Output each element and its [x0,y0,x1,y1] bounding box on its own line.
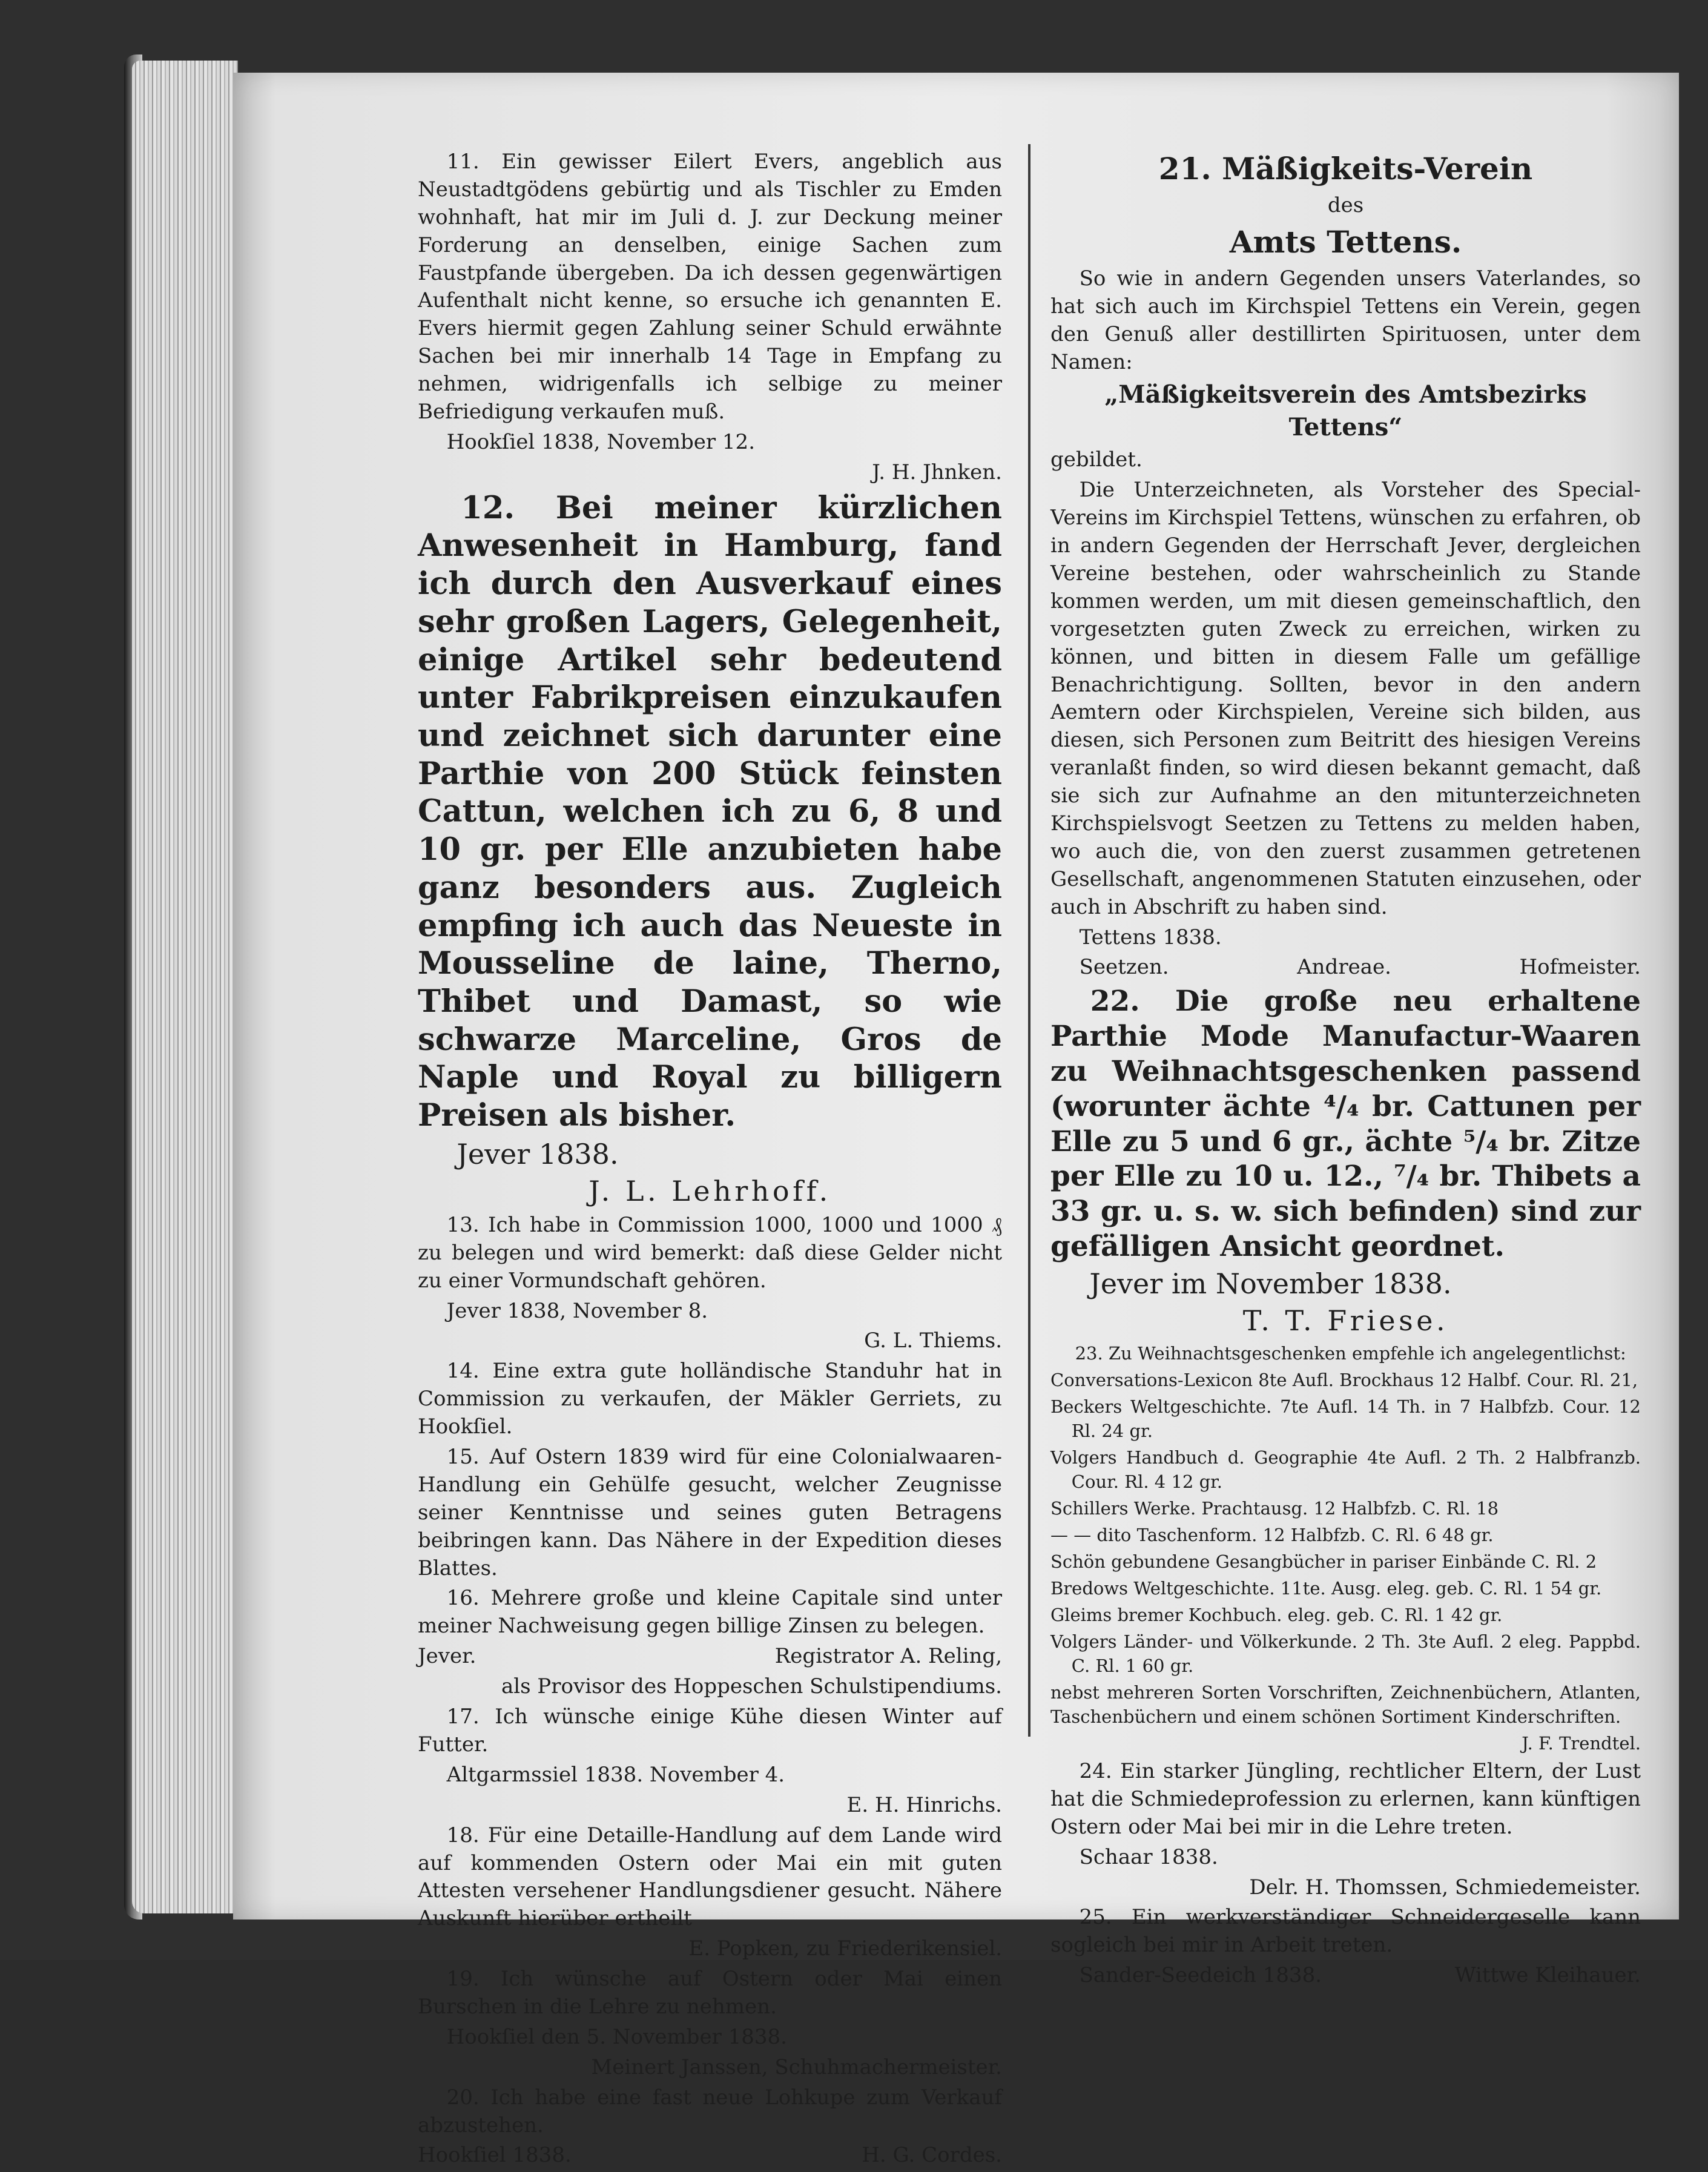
advert-16-place: Jever. [418,1644,476,1669]
advert-23 [1050,1341,1641,1755]
book-list-item: Volgers Handbuch d. Geographie 4te Aufl. 2 Th. 2 Halbfranzb. Cour. Rl. 4 12 gr. [1050,1447,1641,1492]
advert-21-intro: So wie in andern Gegenden unsers Vaterlandes, so hat sich auch im Kirchspiel Tettens ein Verein, gegen den Genuß aller destillirten Spirituosen, unter dem Namen: [1050,266,1641,374]
advert-19 [418,1966,1002,2082]
book-list-item: Schillers Werke. Prachtausg. 12 Halbfzb. C. Rl. 18 [1050,1497,1499,1519]
book-page-edges [132,61,238,1913]
advert-18-signature: E. Popken, zu Friederikensiel. [688,1936,1002,1961]
advert-23-intro: 23. Zu Weihnachtsgeschenken empfehle ich angelegentlichst: [1075,1342,1626,1364]
advert-12-place: Jever 1838. [457,1137,619,1170]
book-list-item: Conversations-Lexicon 8te Aufl. Brockhaus 12 Halbf. Cour. Rl. 21, [1050,1369,1638,1390]
book-list-item: Bredows Weltgeschichte. 11te. Ausg. eleg. geb. C. Rl. 1 54 gr. [1050,1577,1602,1599]
advert-21-society-name: „Mäßigkeitsverein des Amtsbezirks Tettens“ [1104,380,1587,442]
advert-21-signature-1: Seetzen. [1079,955,1169,980]
advert-19-place: Hookſiel den 5. November 1838. [446,2024,787,2049]
advert-20-signature: H. G. Cordes. [862,2143,1002,2168]
advert-25-place: Sander-Seedeich 1838. [1079,1963,1322,1988]
advert-13-text: 13. Ich habe in Commission 1000, 1000 und 1000 ₰ zu belegen und wird bemerkt: daß diese Gelder nicht zu einer Vormundschaft gehören. [418,1212,1002,1293]
advert-12 [418,489,1002,1209]
advert-18-text: 18. Für eine Detaille-Handlung auf dem Lande wird auf kommenden Ostern oder Mai ein mit guten Attesten versehener Handlungsdiener gesucht. Nähere Auskunft hierüber ertheilt [418,1823,1002,1931]
book-list-item: Volgers Länder- und Völkerkunde. 2 Th. 3te Aufl. 2 eleg. Pappbd. C. Rl. 1 60 gr. [1050,1631,1641,1676]
advert-12-signature: J. L. Lehrhoff. [589,1175,831,1208]
advert-18 [418,1822,1002,1963]
advert-21-signatures [1050,954,1641,982]
advert-11-place: Hookſiel 1838, November 12. [446,429,755,454]
advert-21-des: des [1327,193,1364,217]
advert-17-signature: E. H. Hinrichs. [846,1792,1002,1817]
advert-12-text: 12. Bei meiner kürzlichen Anwesenheit in Hamburg, fand ich durch den Ausverkauf eines sehr großen Lagers, Gelegenheit, einige Artikel sehr bedeutend unter Fabrikpreisen einzukaufen und zeichnet sich darunter eine Parthie von 200 Stück feinsten Cattun, welchen ich zu 6, 8 und 10 gr. per Elle anzubieten habe ganz besonders aus. Zugleich empfing ich auch das Neueste in Mousseline de laine, Therno, Thibet und Damast, so wie schwarze Marceline, Gros de Naple und Royal zu billigern Preisen als bisher. [418,489,1002,1134]
advert-11 [418,148,1002,487]
advert-16-text: 16. Mehrere große und kleine Capitale sind unter meiner Nachweisung gegen billige Zinsen zu belegen. [418,1586,1002,1639]
advert-16-signature: Registrator A. Reling, [774,1644,1002,1669]
advert-17-place: Altgarmssiel 1838. November 4. [446,1762,785,1787]
book-list-item: Beckers Weltgeschichte. 7te Aufl. 14 Th. in 7 Halbfzb. Cour. 12 Rl. 24 gr. [1050,1396,1641,1441]
book-list-item: Gleims bremer Kochbuch. eleg. geb. C. Rl. 1 42 gr. [1050,1604,1503,1625]
advert-25-signature: Wittwe Kleihauer. [1454,1963,1641,1988]
advert-20-footer [418,2142,1002,2170]
advert-23-tail: nebst mehreren Sorten Vorschriften, Zeichnenbüchern, Atlanten, Taschenbüchern und einem schönen Sortiment Kinderschriften. [1050,1682,1641,1727]
advert-22-text: 22. Die große neu erhaltene Parthie Mode Manufactur-Waaren zu Weihnachtsgeschenken passend (worunter ächte ⁴/₄ br. Cattunen per Elle zu 5 und 6 gr., ächte ⁵/₄ br. Zitze per Elle zu 10 u. 12., ⁷/₄ br. Thibets a 33 gr. u. s. w. sich befinden) sind zur gefälligen Ansicht geordnet. [1050,985,1641,1263]
advert-21-body: Die Unterzeichneten, als Vorsteher des Special-Vereins im Kirchspiel Tettens, wünschen zu erfahren, ob in andern Gegenden der Herrschaft Jever, dergleichen Vereine bestehen, oder wahrscheinlich zu Stande kommen werden, um mit diesen gemeinschaftlich, den vorgesetzten guten Zweck zu erreichen, wirken zu können, und bitten in diesem Falle um gefällige Benachrichtigung. Sollten, bevor in den andern Aemtern oder Kirchspielen, Vereine sich bilden, aus diesen, sich Personen zum Beitritt des hiesigen Vereins veranlaßt finden, so wird diesen bekannt gemacht, daß sie sich zur Aufnahme an den mitunterzeichneten Kirchspielsvogt Seetzen zu Tettens zu melden haben, wo auch die, von den zuerst zusammen getretenen Gesellschaft, angenommenen Statuten einzusehen, oder auch in Abschrift zu haben sind. [1050,478,1641,919]
advert-16 [418,1585,1002,1701]
advert-14-text: 14. Eine extra gute holländische Standuhr hat in Commission zu verkaufen, der Mäkler Gerriets, zu Hookſiel. [418,1359,1002,1439]
advert-21-signature-2: Andreae. [1297,955,1391,980]
advert-14 [418,1358,1002,1441]
advert-13 [418,1212,1002,1355]
book-list-item: Schön gebundene Gesangbücher in pariser Einbände C. Rl. 2 [1050,1551,1597,1572]
left-column [418,148,1002,2172]
advert-13-place: Jever 1838, November 8. [446,1298,708,1323]
advert-23-signature: J. F. Trendtel. [1522,1732,1641,1754]
advert-21-gebildet: gebildet. [1050,447,1143,472]
right-column [1050,148,1641,1992]
advert-21-signature-3: Hofmeister. [1519,955,1641,980]
advert-16-signature-role: als Provisor des Hoppeschen Schulstipendiums. [501,1674,1002,1699]
advert-11-text: 11. Ein gewisser Eilert Evers, angeblich aus Neustadtgödens gebürtig und als Tischler zu Emden wohnhaft, hat mir im Juli d. J. zur Deckung meiner Forderung an denselben, einige Sachen zum Faustpfande übergeben. Da ich dessen gegenwärtigen Aufenthalt nicht kenne, so ersuche ich genannten E. Evers hiermit gegen Zahlung seiner Schuld erwähnte Sachen bei mir innerhalb 14 Tage in Empfang zu nehmen, widrigenfalls ich selbige zu meiner Befriedigung verkaufen muß. [418,150,1002,424]
advert-13-signature: G. L. Thiems. [864,1329,1002,1353]
advert-20 [418,2084,1002,2170]
advert-25-text: 25. Ein werkverständiger Schneidergeselle kann sogleich bei mir in Arbeit treten. [1050,1905,1641,1958]
advert-24 [1050,1758,1641,1901]
advert-24-signature: Delr. H. Thomssen, Schmiedemeister. [1249,1875,1641,1900]
advert-19-text: 19. Ich wünsche auf Ostern oder Mai einen Burschen in die Lehre zu nehmen. [418,1967,1002,2019]
advert-19-signature: Meinert Janssen, Schuhmachermeister. [591,2055,1002,2079]
advert-21 [1050,148,1641,982]
advert-17-text: 17. Ich wünsche einige Kühe diesen Winter auf Futter. [418,1705,1002,1757]
advert-22-place: Jever im November 1838. [1089,1267,1452,1300]
advert-20-text: 20. Ich habe eine fast neue Lohkupe zum Verkauf abzustehen. [418,2085,1002,2137]
advert-22 [1050,984,1641,1338]
advert-25-footer [1050,1962,1641,1990]
advert-20-place: Hookſiel 1838. [418,2143,572,2168]
advert-15-text: 15. Auf Ostern 1839 wird für eine Colonialwaaren-Handlung ein Gehülfe gesucht, welcher Zeugnisse seiner Kenntnisse und seines guten Betragens beibringen kann. Das Nähere in der Expedition dieses Blattes. [418,1445,1002,1580]
advert-24-text: 24. Ein starker Jüngling, rechtlicher Eltern, der Lust hat die Schmiedeprofession zu erlernen, kann künftigen Ostern oder Mai bei mir in die Lehre treten. [1050,1759,1641,1839]
advert-11-signature: J. H. Jhnken. [872,460,1002,484]
advert-21-place: Tettens 1838. [1079,925,1222,949]
advert-17 [418,1703,1002,1820]
advert-25 [1050,1904,1641,1990]
column-divider [1028,144,1030,1737]
advert-21-heading: 21. Mäßigkeits-Verein [1158,151,1533,187]
advert-21-subheading: Amts Tettens. [1229,224,1462,260]
advert-15 [418,1444,1002,1582]
advert-22-signature: T. T. Friese. [1242,1304,1449,1338]
advert-16-footer [418,1643,1002,1671]
advert-24-place: Schaar 1838. [1079,1844,1218,1869]
book-list-item: — — dito Taschenform. 12 Halbfzb. C. Rl. 6 48 gr. [1050,1524,1494,1545]
